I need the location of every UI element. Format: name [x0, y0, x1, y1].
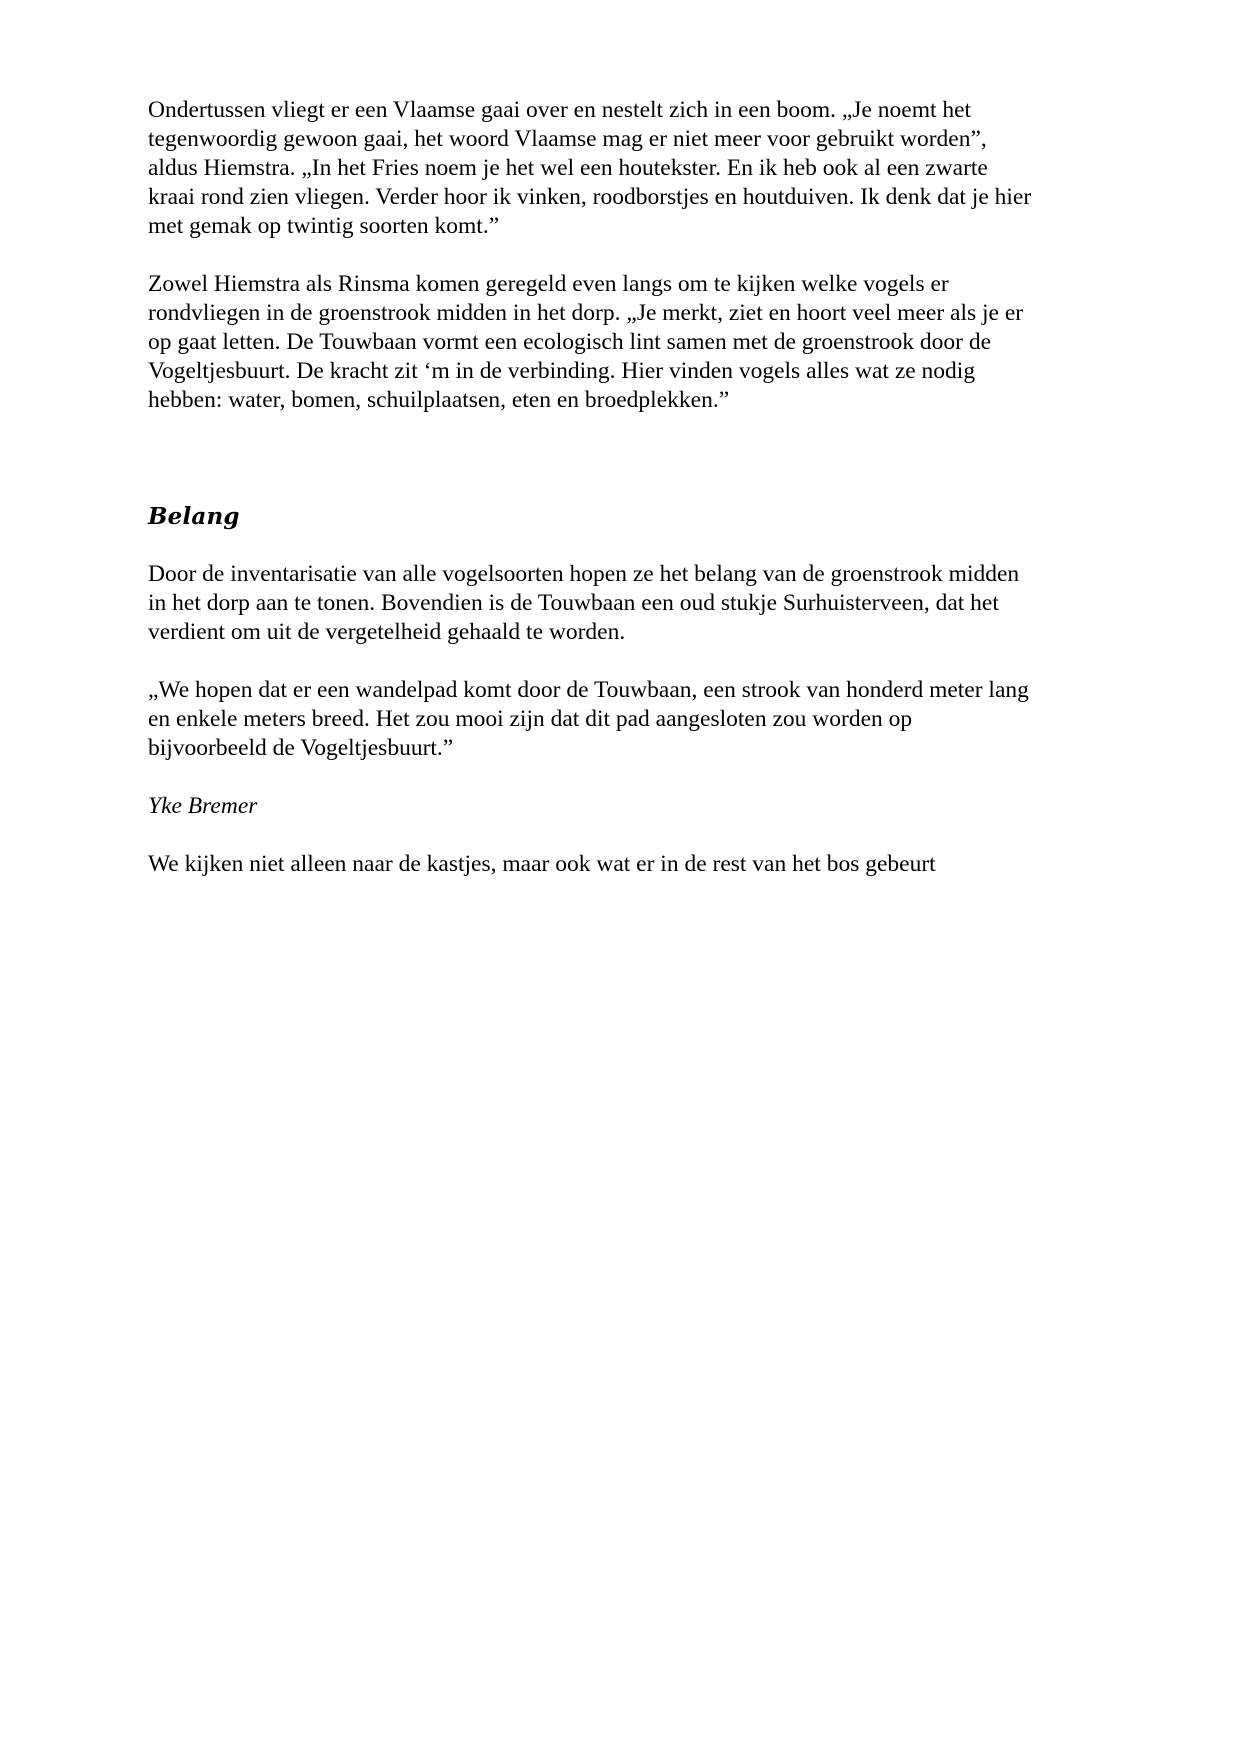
- paragraph-inventarisatie: Door de inventarisatie van alle vogelsoorten hopen ze het belang van de groenstrook midden in het dorp aan te tonen. Bovendien is de Touwbaan een oud stukje Surhuisterveen, dat het verdient om uit de vergetelheid gehaald te worden.: [148, 561, 1020, 645]
- paragraph-spacer: [148, 821, 1098, 850]
- photo-caption: We kijken niet alleen naar de kastjes, maar ook wat er in de rest van het bos gebeurt: [148, 851, 936, 877]
- paragraph-spacer: [148, 531, 1098, 560]
- paragraph-spacer: [148, 763, 1098, 792]
- article-body: [148, 96, 1098, 879]
- section-heading: Belang: [148, 503, 240, 530]
- author-byline: Yke Bremer: [148, 793, 258, 819]
- paragraph-quote-wandelpad: „We hopen dat er een wandelpad komt door de Touwbaan, een strook van honderd meter lang en enkele meters breed. Het zou mooi zijn dat dit pad aangesloten zou worden op bijvoorbeeld de Vogeltjesbuurt.”: [148, 677, 1029, 761]
- paragraph-gaai: Ondertussen vliegt er een Vlaamse gaai over en nestelt zich in een boom. „Je noemt het tegenwoordig gewoon gaai, het woord Vlaamse mag er niet meer voor gebruikt worden”, aldus Hiemstra. „In het Fries noem je het wel een houtekster. En ik heb ook al een zwarte kraai rond zien vliegen. Verder hoor ik vinken, roodborstjes en houtduiven. Ik denk dat je hier met gemak op twintig soorten komt.”: [148, 97, 1032, 239]
- paragraph-spacer: [148, 241, 1098, 270]
- paragraph-touwbaan: Zowel Hiemstra als Rinsma komen geregeld even langs om te kijken welke vogels er rondvliegen in de groenstrook midden in het dorp. „Je merkt, ziet en hoort veel meer als je er op gaat letten. De Touwbaan vormt een ecologisch lint samen met de groenstrook door de Vogeltjesbuurt. De kracht zit ‘m in de verbinding. Hier vinden vogels alles wat ze nodig hebben: water, bomen, schuilplaatsen, eten en broedplekken.”: [148, 271, 1024, 413]
- paragraph-spacer: [148, 647, 1098, 676]
- section-spacer: [148, 415, 1098, 502]
